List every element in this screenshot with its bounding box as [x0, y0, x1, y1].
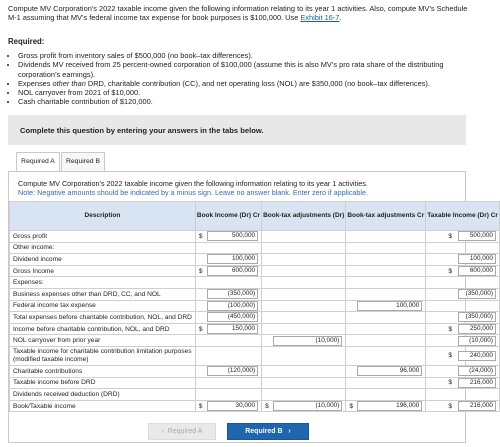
row-description: Gross Income	[10, 265, 196, 277]
row-description: Federal income tax expense	[10, 300, 196, 312]
empty-cell	[195, 389, 261, 401]
empty-cell	[346, 288, 426, 300]
amount-input[interactable]: (10,000)	[273, 336, 342, 346]
row-description: Dividends received deduction (DRD)	[10, 389, 196, 401]
amount-cell-tax	[455, 231, 499, 243]
table-row	[10, 231, 500, 243]
empty-cell	[262, 377, 346, 389]
empty-cell	[455, 300, 499, 312]
empty-cell	[262, 312, 346, 324]
amount-cell-book: $ 500,000	[195, 231, 261, 243]
amount-input[interactable]: 196,000	[357, 401, 422, 411]
empty-cell	[195, 346, 261, 365]
taxable-dollar-cell: $	[426, 323, 455, 335]
empty-cell	[195, 242, 261, 254]
taxable-dollar-cell: $	[426, 346, 455, 365]
amount-cell-book: $ 150,000	[195, 323, 261, 335]
header-book-income: Book Income (Dr) Cr	[195, 202, 261, 231]
amount-cell-book	[195, 312, 261, 324]
empty-cell	[195, 335, 261, 347]
required-title: Required:	[8, 37, 45, 46]
amount-input[interactable]: 30,000	[207, 401, 258, 411]
amount-input[interactable]: 96,000	[357, 366, 422, 376]
amount-cell-tax	[455, 365, 499, 377]
empty-cell	[346, 231, 426, 243]
amount-input[interactable]: (350,000)	[458, 289, 496, 299]
taxable-dollar-cell: $	[426, 231, 455, 243]
next-required-button[interactable]: Required B ›	[227, 423, 309, 440]
amount-input[interactable]: (100,000)	[207, 301, 258, 311]
amount-input[interactable]: 216,000	[458, 401, 496, 411]
amount-input[interactable]: 240,000	[458, 351, 496, 361]
amount-input[interactable]: (350,000)	[207, 289, 258, 299]
row-description: Taxable income for charitable contribution limitation purposes (modified taxable income)	[10, 346, 196, 365]
taxable-dollar-cell	[426, 335, 455, 347]
amount-input[interactable]: 600,000	[458, 266, 496, 276]
empty-cell	[346, 312, 426, 324]
amount-cell-tax	[455, 400, 499, 412]
empty-cell	[262, 265, 346, 277]
amount-cell-tax	[455, 265, 499, 277]
amount-input[interactable]: 600,000	[207, 266, 258, 276]
header-description: Description	[10, 202, 196, 231]
row-description: Total expenses before charitable contribution, NOL, and DRD	[10, 312, 196, 324]
table-row	[10, 312, 500, 324]
table-row	[10, 300, 500, 312]
fact-item: • Expenses other than DRD, charitable contribution (CC), and net operating loss (NOL) are $350,000 (no book–tax differences).	[18, 79, 484, 88]
note-text: Note: Negative amounts should be indicated by a minus sign. Leave no answer blank. Enter zero if applicable.	[18, 187, 368, 197]
empty-cell	[262, 277, 346, 289]
taxable-dollar-cell	[426, 277, 455, 289]
empty-cell	[455, 277, 499, 289]
amount-cell-book: $ 600,000	[195, 265, 261, 277]
table-row	[10, 277, 500, 289]
empty-cell	[262, 231, 346, 243]
empty-cell	[346, 377, 426, 389]
row-description: Charitable contributions	[10, 365, 196, 377]
amount-input[interactable]: (120,000)	[207, 366, 258, 376]
amount-cell-book: $ 30,000	[195, 400, 261, 412]
taxable-dollar-cell	[426, 254, 455, 266]
amount-cell-tax	[455, 312, 499, 324]
intro-after: .	[339, 13, 342, 23]
empty-cell	[346, 346, 426, 365]
tax-computation-table	[9, 201, 500, 412]
prev-required-button[interactable]: ‹ Required A	[148, 423, 216, 440]
table-row	[10, 288, 500, 300]
row-description: Income before charitable contribution, NOL, and DRD	[10, 323, 196, 335]
fact-item: • NOL carryover from 2021 of $10,000.	[18, 88, 484, 97]
empty-cell	[346, 242, 426, 254]
taxable-dollar-cell	[426, 312, 455, 324]
taxable-dollar-cell	[426, 365, 455, 377]
amount-input[interactable]: 500,000	[458, 231, 496, 241]
row-description: Expenses:	[10, 277, 196, 289]
table-row	[10, 323, 500, 335]
header-taxable-income: Taxable Income (Dr) Cr	[426, 202, 500, 231]
table-row	[10, 265, 500, 277]
empty-cell	[262, 346, 346, 365]
taxable-dollar-cell	[426, 288, 455, 300]
amount-input[interactable]: 500,000	[207, 231, 258, 241]
table-row	[10, 254, 500, 266]
header-adj-cr: Book-tax adjustments Cr	[346, 202, 426, 231]
amount-cell-adjcr	[346, 365, 426, 377]
facts-list	[8, 51, 484, 107]
empty-cell	[455, 389, 499, 401]
amount-cell-book	[195, 300, 261, 312]
taxable-dollar-cell: $	[426, 265, 455, 277]
instruction-text: Compute MV Corporation’s 2022 taxable income given the following information relating to its year 1 activities.	[18, 179, 368, 188]
amount-cell-book	[195, 288, 261, 300]
amount-cell-tax	[455, 288, 499, 300]
table-row	[10, 365, 500, 377]
amount-cell-adjcr	[346, 300, 426, 312]
amount-input[interactable]: 216,000	[458, 378, 496, 388]
empty-cell	[346, 254, 426, 266]
amount-input[interactable]: (350,000)	[458, 312, 496, 322]
table-row	[10, 346, 500, 365]
empty-cell	[262, 300, 346, 312]
empty-cell	[346, 389, 426, 401]
fact-item: • Cash charitable contribution of $120,000.	[18, 97, 484, 106]
empty-cell	[195, 377, 261, 389]
instructions-banner	[8, 115, 466, 145]
amount-cell-adjdr	[262, 335, 346, 347]
amount-input[interactable]: 100,000	[207, 254, 258, 264]
row-description: Business expenses other than DRD, CC, and NOL	[10, 288, 196, 300]
empty-cell	[346, 335, 426, 347]
table-row	[10, 335, 500, 347]
amount-input[interactable]: 250,000	[458, 324, 496, 334]
empty-cell	[262, 288, 346, 300]
amount-cell-adjcr: $ 196,000	[346, 400, 426, 412]
tab-required-a[interactable]: Required A	[16, 152, 60, 172]
table-row	[10, 242, 500, 254]
table-row	[10, 389, 500, 401]
taxable-dollar-cell	[426, 300, 455, 312]
taxable-dollar-cell: $	[426, 400, 455, 412]
empty-cell	[346, 265, 426, 277]
amount-input[interactable]: (10,000)	[273, 401, 342, 411]
table-row	[10, 377, 500, 389]
row-description: Taxable income before DRD	[10, 377, 196, 389]
row-description: Gross profit	[10, 231, 196, 243]
empty-cell	[262, 389, 346, 401]
amount-input[interactable]: 150,000	[207, 324, 258, 334]
table-row	[10, 400, 500, 412]
row-description: NOL carryover from prior year	[10, 335, 196, 347]
empty-cell	[262, 323, 346, 335]
amount-cell-tax	[455, 346, 499, 365]
row-description: Other income:	[10, 242, 196, 254]
empty-cell	[455, 242, 499, 254]
taxable-dollar-cell	[426, 242, 455, 254]
tab-required-b[interactable]: Required B	[61, 152, 105, 172]
amount-cell-tax	[455, 377, 499, 389]
amount-cell-book	[195, 254, 261, 266]
amount-cell-tax	[455, 335, 499, 347]
empty-cell	[346, 323, 426, 335]
amount-input[interactable]: (24,000)	[458, 366, 496, 376]
empty-cell	[346, 277, 426, 289]
empty-cell	[195, 277, 261, 289]
amount-cell-adjdr: $ (10,000)	[262, 400, 346, 412]
exhibit-link[interactable]: Exhibit 16-7	[300, 13, 340, 23]
taxable-dollar-cell: $	[426, 377, 455, 389]
row-description: Dividend income	[10, 254, 196, 266]
header-adj-dr: Book-tax adjustments (Dr)	[262, 202, 346, 231]
empty-cell	[262, 365, 346, 377]
amount-input[interactable]: (450,000)	[207, 312, 258, 322]
fact-item: • Gross profit from inventory sales of $500,000 (no book–tax differences).	[18, 51, 484, 60]
intro-text: Compute MV Corporation’s 2022 taxable income given the following information relating to its year 1 activities. Also, compute MV’s Schedule M-1 assuming that MV’s federal income tax expense for book purposes is $100,000. Use	[8, 4, 468, 23]
amount-input[interactable]: 100,000	[458, 254, 496, 264]
amount-input[interactable]: 100,000	[357, 301, 422, 311]
fact-item: • Dividends MV received from 25 percent-owned corporation of $100,000 (assume this is also MV’s pro rata share of the distributing corporation’s earnings).	[18, 60, 484, 79]
amount-input[interactable]: (10,000)	[458, 336, 496, 346]
empty-cell	[262, 254, 346, 266]
empty-cell	[262, 242, 346, 254]
row-description: Book/Taxable income	[10, 400, 196, 412]
amount-cell-tax	[455, 254, 499, 266]
banner-text: Complete this question by entering your answers in the tabs below.	[20, 126, 264, 135]
taxable-dollar-cell	[426, 389, 455, 401]
panel-instructions	[18, 180, 368, 197]
amount-cell-tax	[455, 323, 499, 335]
question-intro	[8, 4, 470, 23]
amount-cell-book	[195, 365, 261, 377]
